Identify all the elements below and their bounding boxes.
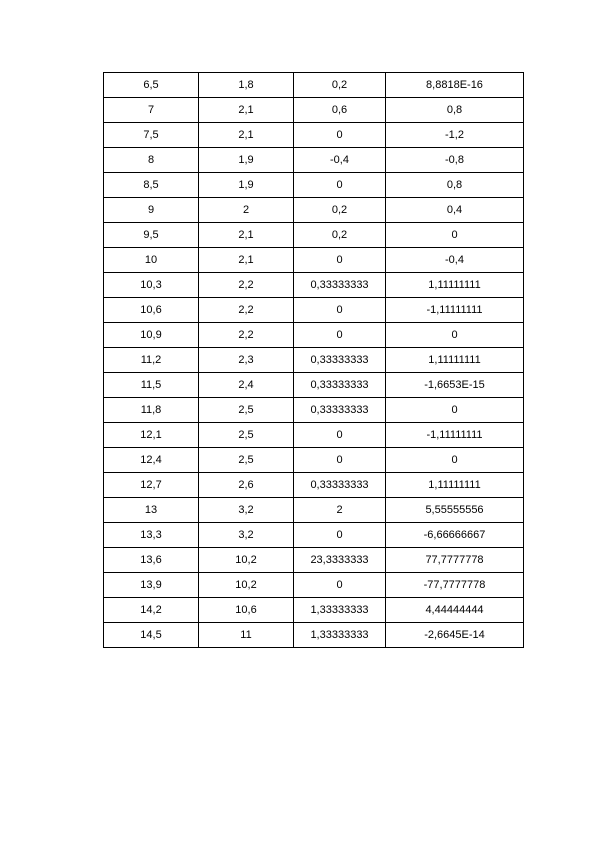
table-cell: -0,4 <box>294 148 386 173</box>
table-cell: 0 <box>386 323 524 348</box>
table-cell: 10 <box>104 248 199 273</box>
table-cell: 1,8 <box>199 73 294 98</box>
table-row <box>104 473 524 498</box>
table-cell: -2,6645E-14 <box>386 623 524 648</box>
table-cell: 12,4 <box>104 448 199 473</box>
table-cell: -0,8 <box>386 148 524 173</box>
table-cell: 2,1 <box>199 248 294 273</box>
table-cell: 13,9 <box>104 573 199 598</box>
table-row <box>104 498 524 523</box>
table-row <box>104 198 524 223</box>
table-cell: 8,5 <box>104 173 199 198</box>
table-cell: 0,4 <box>386 198 524 223</box>
table-cell: 0 <box>294 298 386 323</box>
table-cell: 13,6 <box>104 548 199 573</box>
table-cell: 23,3333333 <box>294 548 386 573</box>
table-cell: -1,6653E-15 <box>386 373 524 398</box>
table-cell: 0 <box>386 223 524 248</box>
table-cell: 9 <box>104 198 199 223</box>
table-cell: 2,1 <box>199 223 294 248</box>
table-cell: 0 <box>294 448 386 473</box>
table-cell: 4,44444444 <box>386 598 524 623</box>
table-row <box>104 298 524 323</box>
table-cell: 0 <box>294 573 386 598</box>
table-cell: 11,2 <box>104 348 199 373</box>
table-cell: 14,5 <box>104 623 199 648</box>
table-cell: 0,33333333 <box>294 348 386 373</box>
table-cell: 8,8818E-16 <box>386 73 524 98</box>
table-row <box>104 448 524 473</box>
table-cell: 1,9 <box>199 173 294 198</box>
table-cell: -77,7777778 <box>386 573 524 598</box>
table-cell: 1,33333333 <box>294 598 386 623</box>
table-cell: 0,2 <box>294 198 386 223</box>
table-cell: 0,8 <box>386 98 524 123</box>
table-row <box>104 98 524 123</box>
table-row <box>104 573 524 598</box>
table-row <box>104 373 524 398</box>
table-cell: 3,2 <box>199 498 294 523</box>
table-cell: 0 <box>294 323 386 348</box>
table-cell: 2,5 <box>199 448 294 473</box>
table-row <box>104 323 524 348</box>
table-row <box>104 523 524 548</box>
table-cell: 7 <box>104 98 199 123</box>
table-cell: 0,6 <box>294 98 386 123</box>
table-cell: 12,7 <box>104 473 199 498</box>
table-cell: 11 <box>199 623 294 648</box>
table-row <box>104 623 524 648</box>
table-row <box>104 123 524 148</box>
table-cell: 1,11111111 <box>386 348 524 373</box>
table-cell: 0,2 <box>294 73 386 98</box>
table-cell: 2,4 <box>199 373 294 398</box>
table-cell: 1,11111111 <box>386 273 524 298</box>
table-cell: 10,6 <box>199 598 294 623</box>
table-row <box>104 548 524 573</box>
table-cell: 2,1 <box>199 98 294 123</box>
table-cell: 12,1 <box>104 423 199 448</box>
table-row <box>104 598 524 623</box>
table-cell: 2 <box>294 498 386 523</box>
table-cell: 13,3 <box>104 523 199 548</box>
table-row <box>104 423 524 448</box>
table-cell: 77,7777778 <box>386 548 524 573</box>
table-cell: 10,6 <box>104 298 199 323</box>
table-cell: 2,5 <box>199 423 294 448</box>
table-body <box>104 73 524 648</box>
table-cell: 1,11111111 <box>386 473 524 498</box>
table-row <box>104 248 524 273</box>
table-cell: 7,5 <box>104 123 199 148</box>
table-cell: 10,2 <box>199 573 294 598</box>
table-cell: 9,5 <box>104 223 199 248</box>
table-row <box>104 148 524 173</box>
table-cell: 0 <box>294 248 386 273</box>
table-cell: 2,2 <box>199 298 294 323</box>
table-cell: 2,1 <box>199 123 294 148</box>
table-cell: 6,5 <box>104 73 199 98</box>
table-row <box>104 223 524 248</box>
table-cell: -6,66666667 <box>386 523 524 548</box>
table-cell: -0,4 <box>386 248 524 273</box>
table-cell: 0,33333333 <box>294 373 386 398</box>
table-row <box>104 273 524 298</box>
table-cell: 0,33333333 <box>294 273 386 298</box>
table-cell: 11,5 <box>104 373 199 398</box>
table-cell: 2,3 <box>199 348 294 373</box>
table-cell: 0 <box>294 123 386 148</box>
table-cell: 0 <box>386 398 524 423</box>
table-row <box>104 348 524 373</box>
table-cell: 2,5 <box>199 398 294 423</box>
table-cell: 8 <box>104 148 199 173</box>
table-cell: 14,2 <box>104 598 199 623</box>
table-cell: 1,33333333 <box>294 623 386 648</box>
table-cell: 10,3 <box>104 273 199 298</box>
table-cell: 3,2 <box>199 523 294 548</box>
table-cell: 0,33333333 <box>294 473 386 498</box>
table-cell: 0 <box>294 423 386 448</box>
table-row <box>104 398 524 423</box>
table-cell: -1,11111111 <box>386 423 524 448</box>
table-cell: 10,2 <box>199 548 294 573</box>
table-cell: 2,2 <box>199 273 294 298</box>
table-cell: 10,9 <box>104 323 199 348</box>
table-cell: 13 <box>104 498 199 523</box>
table-cell: 0 <box>294 523 386 548</box>
table-cell: 2 <box>199 198 294 223</box>
table-cell: 0,2 <box>294 223 386 248</box>
table-cell: -1,11111111 <box>386 298 524 323</box>
table-cell: 5,55555556 <box>386 498 524 523</box>
table-cell: 1,9 <box>199 148 294 173</box>
table-row <box>104 73 524 98</box>
table-cell: 0 <box>386 448 524 473</box>
table-row <box>104 173 524 198</box>
data-table <box>103 72 524 648</box>
table-cell: -1,2 <box>386 123 524 148</box>
table-cell: 0,33333333 <box>294 398 386 423</box>
table-cell: 0,8 <box>386 173 524 198</box>
table-cell: 0 <box>294 173 386 198</box>
table-cell: 11,8 <box>104 398 199 423</box>
table-cell: 2,2 <box>199 323 294 348</box>
table-cell: 2,6 <box>199 473 294 498</box>
